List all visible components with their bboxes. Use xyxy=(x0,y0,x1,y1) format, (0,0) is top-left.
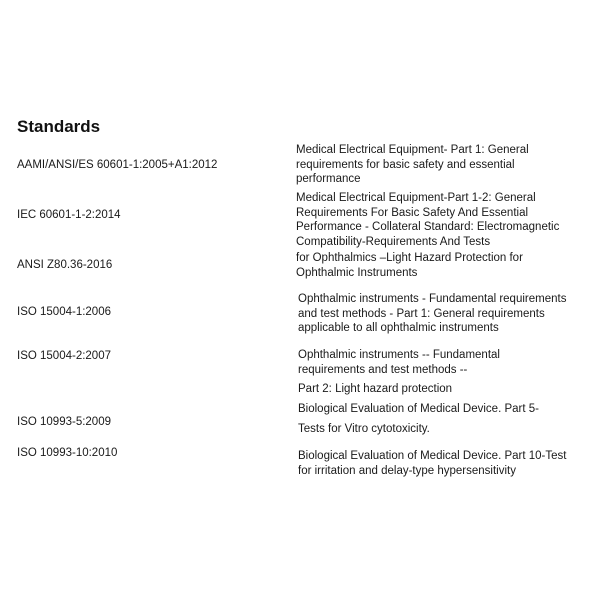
description-line: requirements and test methods -- xyxy=(298,363,468,376)
page-title: Standards xyxy=(17,117,101,136)
description-line: Biological Evaluation of Medical Device. Part 10-Test xyxy=(298,450,567,462)
description-line: and test methods - Part 1: General requirements xyxy=(298,307,545,320)
description-line: applicable to all ophthalmic instruments xyxy=(298,322,499,334)
standard-description-extra xyxy=(298,382,452,397)
description-line: for irritation and delay-type hypersensitivity xyxy=(298,464,516,477)
description-line: Compatibility-Requirements And Tests xyxy=(296,235,491,248)
standard-description xyxy=(298,402,539,417)
description-line: Performance - Collateral Standard: Electromagnetic xyxy=(296,221,560,233)
description-line: requirements for basic safety and essential xyxy=(296,158,515,171)
standard-code: ISO 10993-10:2010 xyxy=(17,447,118,459)
description-line: Part 2: Light hazard protection xyxy=(298,383,453,395)
description-line: Ophthalmic instruments -- Fundamental xyxy=(298,349,500,361)
standard-description xyxy=(296,143,529,187)
standard-description xyxy=(296,251,523,280)
description-line: Tests for Vitro cytotoxicity. xyxy=(298,423,430,435)
standard-description xyxy=(298,348,500,377)
standard-description xyxy=(296,191,559,249)
description-line: Requirements For Basic Safety And Essential xyxy=(296,206,529,219)
description-line: Ophthalmic instruments - Fundamental requirements xyxy=(298,293,567,305)
description-line: performance xyxy=(296,173,361,185)
standard-code: ISO 15004-1:2006 xyxy=(17,306,111,318)
description-line: for Ophthalmics –Light Hazard Protection for xyxy=(296,252,523,264)
standard-code: ISO 15004-2:2007 xyxy=(17,350,111,362)
description-line: Medical Electrical Equipment- Part 1: General xyxy=(296,144,529,156)
description-line: Ophthalmic Instruments xyxy=(296,266,418,279)
standard-code: IEC 60601-1-2:2014 xyxy=(17,209,121,221)
description-line: Biological Evaluation of Medical Device. Part 5- xyxy=(298,403,539,415)
standard-description-extra xyxy=(298,422,430,437)
standard-description xyxy=(298,292,566,336)
description-line: Medical Electrical Equipment-Part 1-2: General xyxy=(296,192,536,204)
standard-description xyxy=(298,449,566,478)
standard-code: ANSI Z80.36-2016 xyxy=(17,259,113,271)
standard-code: ISO 10993-5:2009 xyxy=(17,416,111,428)
standard-code: AAMI/ANSI/ES 60601-1:2005+A1:2012 xyxy=(17,159,218,171)
